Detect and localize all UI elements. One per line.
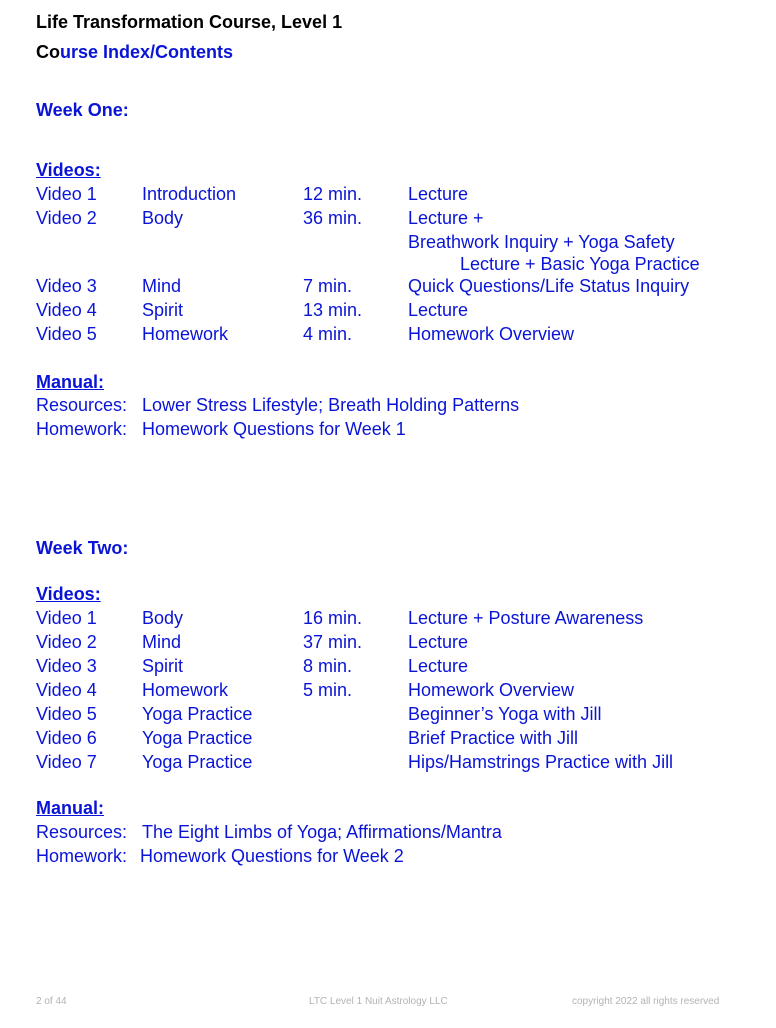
video-label: Video 2 [36,632,97,652]
homework-label: Homework: [36,419,128,439]
video-topic: Yoga Practice [142,728,253,748]
subtitle-rest: urse Index/Contents [60,42,234,62]
video-duration: 8 min. [303,656,353,676]
video-topic: Spirit [142,656,184,676]
video-label: Video 1 [36,608,97,628]
video-description: Lecture [408,656,469,676]
video-description: Quick Questions/Life Status Inquiry [408,276,690,296]
video-label: Video 3 [36,276,97,296]
video-label: Video 2 [36,208,97,228]
video-topic: Mind [142,632,182,652]
resources-value: The Eight Limbs of Yoga; Affirmations/Mantra [142,822,502,842]
video-label: Video 1 [36,184,97,204]
document-title: Life Transformation Course, Level 1 [36,12,343,32]
video-label: Video 3 [36,656,97,676]
video-duration: 37 min. [303,632,363,652]
video-label: Video 7 [36,752,97,772]
video-label: Video 5 [36,324,97,344]
week-one-manual-heading: Manual: [36,372,105,392]
video-topic: Homework [142,680,229,700]
video-duration: 7 min. [303,276,353,296]
week-two-resources [36,822,502,843]
week-two-manual-heading: Manual: [36,798,105,818]
page-number: 2 of 44 [36,996,67,1007]
video-topic: Yoga Practice [142,704,253,724]
video-duration: 36 min. [303,208,363,228]
homework-value: Homework Questions for Week 1 [142,419,406,439]
resources-label: Resources: [36,822,128,842]
video-description: Lecture [408,632,469,652]
video-label: Video 5 [36,704,97,724]
homework-value: Homework Questions for Week 2 [140,846,404,866]
week-one-resources [36,395,519,416]
resources-value: Lower Stress Lifestyle; Breath Holding Patterns [142,395,520,415]
video-description: Hips/Hamstrings Practice with Jill [408,752,674,772]
week-one-videos-heading: Videos: [36,160,101,180]
video-label: Video 4 [36,300,97,320]
video-description: Beginner’s Yoga with Jill [408,704,602,724]
video-duration: 12 min. [303,184,363,204]
video-label: Video 4 [36,680,97,700]
video-duration: 16 min. [303,608,363,628]
video-topic: Mind [142,276,182,296]
week-one-heading: Week One: [36,100,129,120]
video-topic: Body [142,608,184,628]
document-subtitle [36,42,233,63]
video-description: Lecture + Posture Awareness [408,608,644,628]
video-description: Lecture [408,184,469,204]
video-description: Lecture [408,300,469,320]
video-topic: Spirit [142,300,184,320]
video-duration: 5 min. [303,680,353,700]
video-topic: Body [142,208,184,228]
footer-copyright: copyright 2022 all rights reserved [572,996,720,1007]
week-two-videos-heading: Videos: [36,584,101,604]
video-description: Brief Practice with Jill [408,728,579,748]
video-description-continued: Lecture + Basic Yoga Practice [460,254,700,274]
video-description: Lecture + [408,208,484,228]
week-two-heading: Week Two: [36,538,129,558]
video-topic: Yoga Practice [142,752,253,772]
footer-organization: LTC Level 1 Nuit Astrology LLC [309,996,448,1007]
video-duration: 13 min. [303,300,363,320]
video-description-continued: Breathwork Inquiry + Yoga Safety [408,232,675,252]
video-duration: 4 min. [303,324,353,344]
video-description: Homework Overview [408,324,575,344]
week-two-homework [36,846,404,867]
subtitle-lead: Co [36,42,60,62]
week-one-homework [36,419,406,440]
video-label: Video 6 [36,728,97,748]
video-topic: Introduction [142,184,237,204]
resources-label: Resources: [36,395,128,415]
video-topic: Homework [142,324,229,344]
homework-label: Homework: [36,846,128,866]
video-description: Homework Overview [408,680,575,700]
